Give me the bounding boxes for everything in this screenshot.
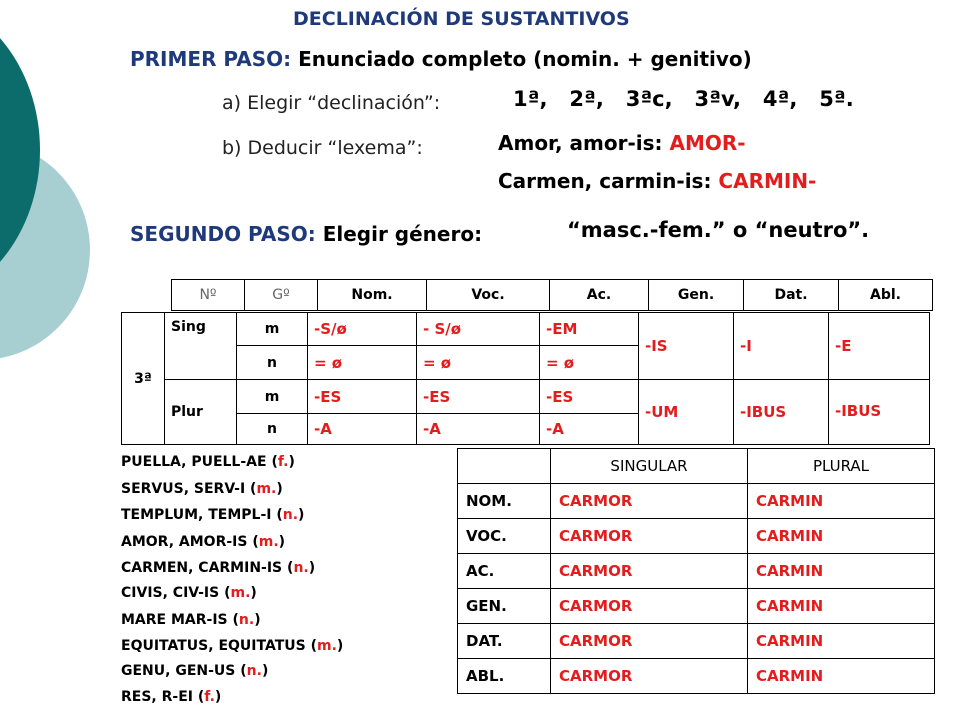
option-masc-fem: “masc.-fem.” [567, 218, 726, 242]
sing-abl: -E [829, 313, 930, 380]
step-b-line1-text: Amor, amor-is: [498, 131, 670, 155]
option-or: o [732, 218, 748, 242]
primer-paso [130, 47, 752, 71]
case-ac: AC. [458, 554, 551, 589]
step-b-line2-lexeme: CARMIN- [718, 169, 817, 193]
sing-n-voc: = ø [417, 346, 540, 380]
list-item: CARMEN, CARMIN-IS (n.) [121, 560, 316, 576]
option-neutro: “neutro”. [754, 218, 870, 242]
case-gen: GEN. [458, 589, 551, 624]
voc-singular: CARMOR [551, 519, 748, 554]
step-a-label: a) Elegir “declinación”: [222, 92, 441, 114]
sing-gen: -IS [639, 313, 734, 380]
abl-plural: CARMIN [748, 659, 935, 694]
plur-dat: -IBUS [734, 380, 829, 445]
step-b-label: b) Deducir “lexema”: [222, 137, 423, 159]
list-item: CIVIS, CIV-IS (m.) [121, 584, 257, 601]
header-ac: Ac. [550, 280, 649, 311]
header-gen: Gen. [649, 280, 744, 311]
page-title: DECLINACIÓN DE SUSTANTIVOS [293, 8, 630, 30]
header-dat: Dat. [744, 280, 839, 311]
paradigm-header-plural: PLURAL [748, 449, 935, 484]
case-nom: NOM. [458, 484, 551, 519]
header-nom: Nom. [318, 280, 427, 311]
plur-n-nom: -A [308, 414, 417, 445]
dat-singular: CARMOR [551, 624, 748, 659]
paradigm-corner [458, 449, 551, 484]
header-voc: Voc. [427, 280, 550, 311]
ac-singular: CARMOR [551, 554, 748, 589]
gen-singular: CARMOR [551, 589, 748, 624]
plur-m-voc: -ES [417, 380, 540, 414]
nom-singular: CARMOR [551, 484, 748, 519]
list-item: SERVUS, SERV-I (m.) [121, 480, 283, 497]
plur-m-ac: -ES [540, 380, 639, 414]
segundo-paso-text: Elegir género: [322, 222, 483, 246]
list-item: EQUITATUS, EQUITATUS (m.) [121, 637, 344, 654]
list-item: MARE MAR-IS (n.) [121, 611, 261, 628]
list-item: TEMPLUM, TEMPL-I (n.) [121, 507, 305, 523]
header-abl: Abl. [839, 280, 933, 311]
step-b-line2 [498, 169, 816, 193]
list-item: PUELLA, PUELL-AE (f.) [121, 454, 295, 470]
plur-gen: -UM [639, 380, 734, 445]
plur-m-nom: -ES [308, 380, 417, 414]
case-voc: VOC. [458, 519, 551, 554]
case-header-table [171, 279, 933, 311]
segundo-paso-options [567, 218, 869, 242]
paradigm-table [457, 448, 935, 694]
sing-m-voc: - S/ø [417, 313, 540, 346]
gen-plural: CARMIN [748, 589, 935, 624]
dat-plural: CARMIN [748, 624, 935, 659]
sing-n-nom: = ø [308, 346, 417, 380]
list-item: GENU, GEN-US (n.) [121, 662, 269, 679]
step-a-values: 1ª, 2ª, 3ªc, 3ªv, 4ª, 5ª. [513, 87, 854, 111]
primer-paso-text: Enunciado completo (nomin. + genitivo) [298, 47, 752, 71]
ac-plural: CARMIN [748, 554, 935, 589]
sing-n-ac: = ø [540, 346, 639, 380]
plur-abl: -IBUS [829, 380, 930, 445]
examples-list [121, 449, 343, 708]
label-plur-n: n [237, 414, 308, 445]
header-genero: Gº [245, 280, 318, 311]
label-sing-n: n [237, 346, 308, 380]
list-item: RES, R-EI (f.) [121, 688, 222, 705]
declension-table [121, 312, 930, 445]
declension-number: 3ª [122, 313, 165, 445]
step-b-line1-lexeme: AMOR- [669, 131, 746, 155]
label-plur-m: m [237, 380, 308, 414]
segundo-paso-label: SEGUNDO PASO: [130, 222, 316, 246]
voc-plural: CARMIN [748, 519, 935, 554]
sing-dat: -I [734, 313, 829, 380]
paradigm-header-singular: SINGULAR [551, 449, 748, 484]
nom-plural: CARMIN [748, 484, 935, 519]
step-b-line2-text: Carmen, carmin-is: [498, 169, 719, 193]
case-abl: ABL. [458, 659, 551, 694]
header-numero: Nº [172, 280, 245, 311]
list-item: AMOR, AMOR-IS (m.) [121, 533, 286, 550]
case-dat: DAT. [458, 624, 551, 659]
plur-n-voc: -A [417, 414, 540, 445]
step-b-line1 [498, 131, 746, 155]
label-plur: Plur [165, 380, 237, 445]
primer-paso-label: PRIMER PASO: [130, 47, 292, 71]
segundo-paso [130, 222, 482, 246]
label-sing: Sing [165, 313, 237, 380]
abl-singular: CARMOR [551, 659, 748, 694]
plur-n-ac: -A [540, 414, 639, 445]
sing-m-ac: -EM [540, 313, 639, 346]
sing-m-nom: -S/ø [308, 313, 417, 346]
label-sing-m: m [237, 313, 308, 346]
